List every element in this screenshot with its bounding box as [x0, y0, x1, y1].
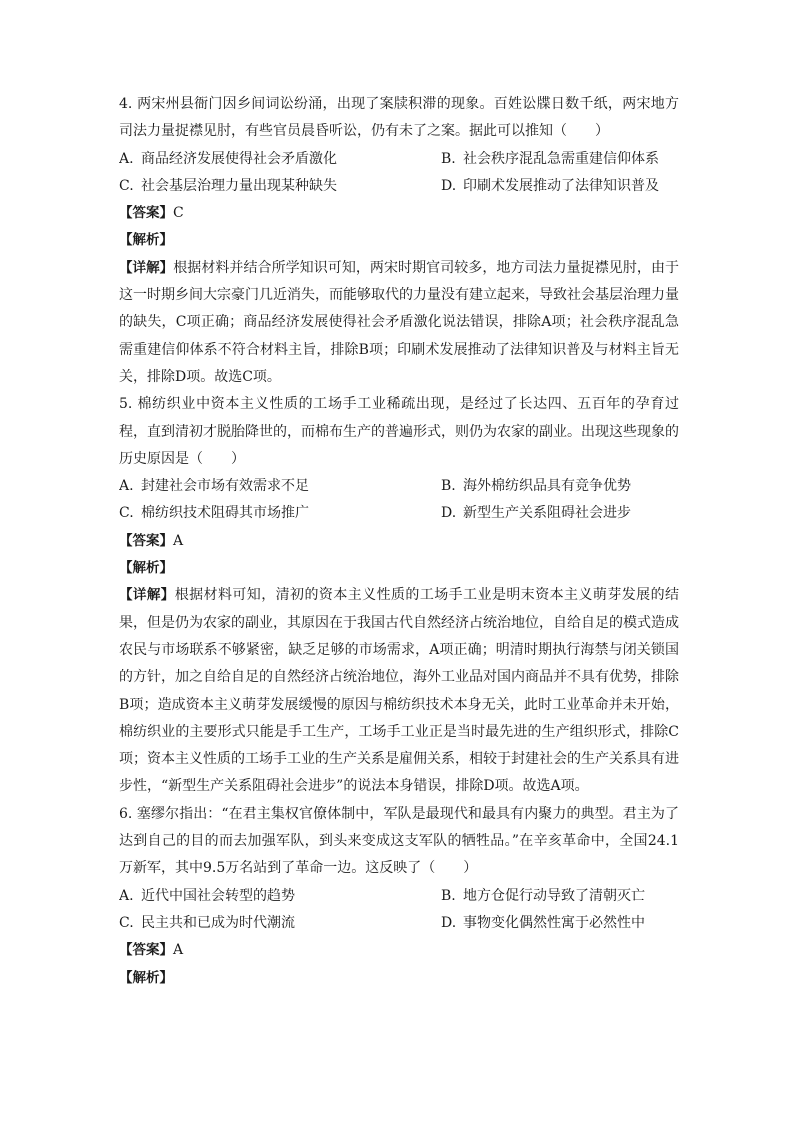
option-c: C. 棉纺织技术阻碍其市场推广 [119, 505, 309, 522]
answer-value: A [173, 942, 184, 959]
detail-text: 根据材料并结合所学知识可知，两宋时期官司较多，地方司法力量捉襟见肘，由于这一时期乡间大宗豪门几近消失，而能够取代的力量没有建立起来，导致社会基层治理力量的缺失，C项正确；商品经济发展使得社会矛盾激化说法错误，排除A项；社会秩序混乱急需重建信仰体系不符合材料主旨，排除B项；印刷术发展推动了法律知识普及与材料主旨无关，排除D项。故选C项。 [119, 259, 680, 385]
question-5 [119, 391, 679, 800]
option-a: A. 封建社会市场有效需求不足 [119, 478, 309, 495]
answer-label: 【答案】 [119, 205, 173, 222]
option-b: B. 社会秩序混乱急需重建信仰体系 [441, 150, 659, 167]
question-stem: 4. 两宋州县衙门因乡间词讼纷涌，出现了案牍积滞的现象。百姓讼牒日数千纸，两宋地方司法力量捉襟见肘，有些官员晨昏听讼，仍有未了之案。据此可以推知（ ） [119, 96, 679, 140]
options-grid [119, 473, 679, 528]
answer-line [119, 200, 679, 227]
answer-line [119, 528, 679, 555]
detail-label: 【详解】 [119, 587, 175, 604]
answer-value: A [173, 532, 184, 549]
question-4 [119, 91, 679, 391]
option-a: A. 近代中国社会转型的趋势 [119, 887, 295, 904]
answer-value: C [173, 205, 184, 222]
question-stem: 5. 棉纺织业中资本主义性质的工场手工业稀疏出现，是经过了长达四、五百年的孕育过程，直到清初才脱胎降世的，而棉布生产的普遍形式，则仍为农家的副业。出现这些现象的历史原因是（ ） [119, 396, 679, 467]
detail-paragraph [119, 255, 679, 391]
analysis-label: 【解析】 [119, 969, 173, 986]
option-d: D. 新型生产关系阻碍社会进步 [441, 505, 631, 522]
option-b: B. 海外棉纺织品具有竞争优势 [441, 478, 631, 495]
detail-paragraph [119, 582, 679, 800]
option-b: B. 地方仓促行动导致了清朝灭亡 [441, 887, 645, 904]
analysis-label: 【解析】 [119, 560, 173, 577]
answer-label: 【答案】 [119, 532, 173, 549]
options-grid [119, 146, 679, 201]
option-c: C. 社会基层治理力量出现某种缺失 [119, 177, 337, 194]
option-a: A. 商品经济发展使得社会矛盾激化 [119, 150, 337, 167]
options-grid [119, 883, 679, 938]
analysis-line [119, 965, 679, 992]
option-d: D. 印刷术发展推动了法律知识普及 [441, 177, 659, 194]
question-stem: 6. 塞缪尔指出：“在君主集权官僚体制中，军队是最现代和最具有内聚力的典型。君主为了达到自己的目的而去加强军队，到头来变成这支军队的牺牲品。”在辛亥革命中，全国24.1万新军，其中9.5万名站到了革命一边。这反映了（ ） [119, 805, 679, 877]
answer-line [119, 937, 679, 964]
document-page [119, 91, 679, 992]
detail-label: 【详解】 [119, 259, 174, 276]
question-6 [119, 801, 679, 992]
answer-label: 【答案】 [119, 942, 173, 959]
analysis-label: 【解析】 [119, 232, 173, 249]
detail-text: 根据材料可知，清初的资本主义性质的工场手工业是明末资本主义萌芽发展的结果，但是仍为农家的副业，其原因在于我国古代自然经济占统治地位，自给自足的模式造成农民与市场联系不够紧密，缺乏足够的市场需求，A项正确；明清时期执行海禁与闭关锁国的方针，加之自给自足的自然经济占统治地位，海外工业品对国内商品并不具有优势，排除B项；造成资本主义萌芽发展缓慢的原因与棉纺织技术本身无关，此时工业革命并未开始，棉纺织业的主要形式只能是手工生产，工场手工业正是当时最先进的生产组织形式，排除C项；资本主义性质的工场手工业的生产关系是雇佣关系，相较于封建社会的生产关系具有进步性，“新型生产关系阻碍社会进步”的说法本身错误，排除D项。故选A项。 [119, 587, 680, 795]
analysis-line [119, 227, 679, 254]
option-d: D. 事物变化偶然性寓于必然性中 [441, 914, 645, 931]
analysis-line [119, 555, 679, 582]
option-c: C. 民主共和已成为时代潮流 [119, 914, 295, 931]
